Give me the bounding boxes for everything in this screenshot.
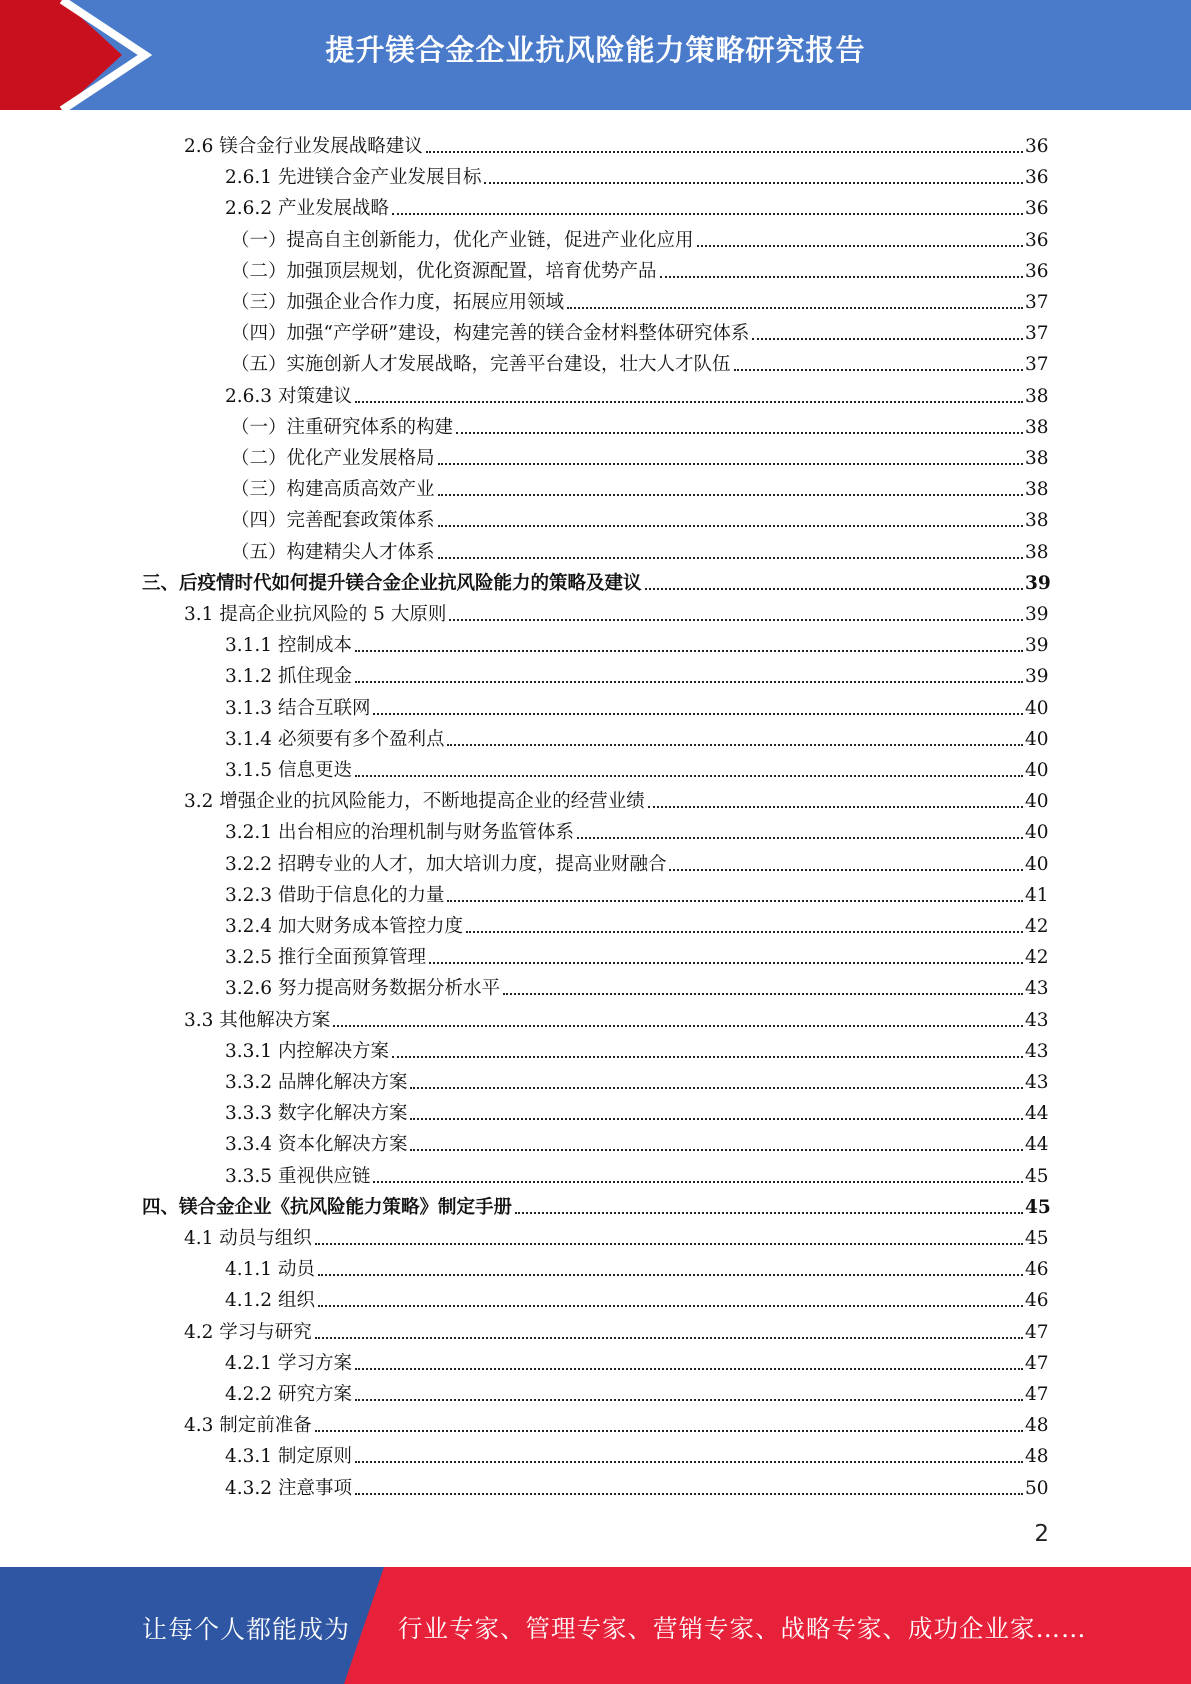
toc-dot-leader (669, 869, 1023, 871)
toc-entry-page: 45 (1025, 1228, 1049, 1249)
toc-entry[interactable] (225, 846, 1048, 876)
toc-dot-leader (438, 525, 1023, 527)
toc-entry[interactable] (225, 1376, 1048, 1406)
toc-entry[interactable] (184, 1314, 1048, 1344)
toc-dot-leader (355, 1368, 1023, 1370)
toc-entry-page: 46 (1025, 1290, 1049, 1312)
toc-entry[interactable] (142, 1189, 1051, 1219)
toc-entry-page: 40 (1025, 822, 1049, 844)
toc-entry-title: 3.1.2 抓住现金 (225, 666, 352, 688)
toc-entry[interactable] (225, 1470, 1048, 1500)
toc-entry[interactable] (225, 970, 1048, 1000)
toc-entry-page: 40 (1025, 791, 1049, 813)
toc-entry-page: 42 (1025, 947, 1049, 969)
toc-entry-title: 3.3.2 品牌化解决方案 (225, 1072, 408, 1093)
toc-entry-page: 45 (1025, 1165, 1049, 1187)
toc-entry[interactable] (142, 565, 1051, 595)
toc-dot-leader (355, 1399, 1023, 1401)
toc-dot-leader (648, 806, 1023, 808)
toc-entry-page: 41 (1025, 884, 1049, 906)
toc-dot-leader (447, 744, 1023, 746)
toc-entry-page: 48 (1025, 1415, 1049, 1437)
toc-entry-title: （二）优化产业发展格局 (231, 448, 435, 469)
toc-entry-title: 3.2.3 借助于信息化的力量 (225, 884, 445, 906)
toc-entry-page: 38 (1025, 510, 1049, 532)
toc-entry-page: 37 (1025, 354, 1049, 376)
toc-entry-page: 39 (1025, 572, 1051, 594)
toc-entry[interactable] (225, 190, 1048, 220)
toc-entry[interactable] (231, 253, 1048, 283)
toc-entry-page: 47 (1025, 1321, 1049, 1343)
toc-entry[interactable] (184, 1407, 1048, 1437)
toc-entry-title: 4.3.2 注意事项 (225, 1477, 352, 1499)
toc-entry-page: 38 (1025, 448, 1049, 469)
toc-dot-leader (515, 1212, 1023, 1214)
toc-entry-page: 47 (1025, 1352, 1049, 1374)
toc-entry-page: 37 (1025, 323, 1049, 345)
toc-entry-title: 4.3 制定前准备 (184, 1415, 312, 1437)
toc-entry-title: 3.2.1 出台相应的治理机制与财务监管体系 (225, 822, 574, 844)
toc-dot-leader (438, 463, 1023, 465)
toc-dot-leader (438, 557, 1023, 559)
toc-entry[interactable] (184, 596, 1048, 626)
toc-dot-leader (318, 1274, 1023, 1276)
toc-entry-page: 43 (1025, 1040, 1049, 1062)
toc-dot-leader (752, 338, 1023, 340)
toc-entry-page: 40 (1025, 760, 1049, 781)
toc-entry-title: 4.1.1 动员 (225, 1259, 315, 1281)
toc-entry-page: 36 (1025, 260, 1049, 282)
toc-entry[interactable] (184, 128, 1048, 158)
toc-entry-title: （三）构建高质高效产业 (231, 479, 435, 501)
toc-dot-leader (315, 1337, 1023, 1339)
toc-entry-title: 3.2 增强企业的抗风险能力，不断地提高企业的经营业绩 (184, 791, 645, 813)
toc-dot-leader (697, 245, 1023, 247)
page-number: 2 (1034, 1521, 1049, 1547)
toc-entry-page: 42 (1025, 916, 1049, 937)
toc-entry-page: 40 (1025, 728, 1049, 750)
toc-entry-title: 3.1.3 结合互联网 (225, 697, 371, 719)
toc-dot-leader (318, 1305, 1023, 1307)
toc-entry-page: 36 (1025, 167, 1049, 189)
toc-entry-title: 2.6.3 对策建议 (225, 385, 352, 407)
toc-entry[interactable] (225, 908, 1048, 938)
toc-entry-page: 36 (1025, 136, 1049, 157)
toc-entry-title: （三）加强企业合作力度，拓展应用领域 (231, 292, 565, 313)
toc-entry-page: 50 (1025, 1477, 1049, 1499)
toc-entry-title: （四）完善配套政策体系 (231, 510, 435, 532)
toc-entry-title: 4.2.1 学习方案 (225, 1352, 352, 1374)
toc-dot-leader (410, 1149, 1023, 1151)
toc-dot-leader (355, 1493, 1023, 1495)
toc-entry[interactable] (225, 814, 1048, 844)
toc-entry-title: 3.1 提高企业抗风险的 5 大原则 (184, 604, 447, 625)
toc-dot-leader (392, 213, 1023, 215)
toc-dot-leader (410, 1118, 1023, 1120)
toc-entry[interactable] (225, 752, 1048, 782)
toc-entry[interactable] (184, 1002, 1048, 1032)
toc-entry-page: 38 (1025, 385, 1049, 407)
toc-entry-title: 3.3 其他解决方案 (184, 1009, 331, 1031)
toc-entry-page: 39 (1025, 666, 1049, 688)
toc-entry[interactable] (225, 1095, 1048, 1125)
toc-entry[interactable] (231, 471, 1048, 501)
toc-entry[interactable] (225, 1345, 1048, 1375)
toc-dot-leader (355, 401, 1023, 403)
toc-dot-leader (355, 650, 1023, 652)
toc-entry-title: 3.1.1 控制成本 (225, 635, 352, 657)
toc-entry-title: （二）加强顶层规划，优化资源配置，培育优势产品 (231, 260, 657, 282)
toc-entry-title: 3.3.4 资本化解决方案 (225, 1134, 408, 1156)
toc-dot-leader (392, 1056, 1023, 1058)
toc-dot-leader (567, 307, 1023, 309)
toc-dot-leader (429, 962, 1023, 964)
toc-entry-title: 四、镁合金企业《抗风险能力策略》制定手册 (142, 1196, 513, 1218)
toc-entry-page: 40 (1025, 697, 1049, 719)
toc-dot-leader (447, 900, 1023, 902)
toc-entry[interactable] (231, 346, 1048, 376)
toc-entry[interactable] (231, 315, 1048, 345)
toc-entry-title: 4.3.1 制定原则 (225, 1446, 352, 1468)
toc-entry[interactable] (225, 378, 1048, 408)
page-footer (0, 1567, 1191, 1684)
toc-entry-page: 47 (1025, 1384, 1049, 1405)
toc-entry-title: 3.1.4 必须要有多个盈利点 (225, 728, 445, 750)
toc-entry[interactable] (225, 690, 1048, 720)
toc-dot-leader (355, 681, 1023, 683)
toc-entry[interactable] (225, 627, 1048, 657)
toc-entry-title: 4.1.2 组织 (225, 1290, 315, 1312)
toc-dot-leader (315, 1243, 1023, 1245)
toc-dot-leader (315, 1430, 1023, 1432)
toc-entry[interactable] (225, 939, 1048, 969)
toc-dot-leader (645, 588, 1023, 590)
toc-entry-page: 46 (1025, 1259, 1049, 1281)
toc-dot-leader (438, 494, 1023, 496)
toc-entry-page: 44 (1025, 1103, 1049, 1125)
toc-entry-title: 2.6.2 产业发展战略 (225, 198, 389, 220)
toc-dot-leader (503, 993, 1023, 995)
toc-entry-page: 40 (1025, 853, 1049, 875)
toc-entry-page: 43 (1025, 1009, 1049, 1031)
toc-entry[interactable] (231, 409, 1048, 439)
footer-slogan-right: 行业专家、管理专家、营销专家、战略专家、成功企业家…… (398, 1614, 1087, 1643)
toc-dot-leader (660, 276, 1023, 278)
toc-entry[interactable] (225, 1126, 1048, 1156)
toc-entry[interactable] (225, 1251, 1048, 1281)
toc-dot-leader (373, 1181, 1023, 1183)
toc-entry-title: 3.1.5 信息更迭 (225, 760, 352, 781)
toc-entry-page: 44 (1025, 1134, 1049, 1156)
toc-entry-title: 3.3.1 内控解决方案 (225, 1040, 389, 1062)
toc-entry[interactable] (231, 534, 1048, 564)
toc-entry-title: 4.2 学习与研究 (184, 1321, 312, 1343)
toc-entry-title: 3.2.4 加大财务成本管控力度 (225, 916, 463, 937)
toc-entry-title: 3.2.6 努力提高财务数据分析水平 (225, 978, 500, 1000)
toc-entry[interactable] (231, 222, 1048, 252)
toc-entry-title: 3.2.2 招聘专业的人才，加大培训力度，提高业财融合 (225, 853, 667, 875)
toc-dot-leader (410, 1087, 1023, 1089)
toc-entry-page: 39 (1025, 635, 1049, 657)
toc-entry-page: 45 (1025, 1196, 1051, 1218)
toc-entry[interactable] (225, 658, 1048, 688)
toc-entry-title: 三、后疫情时代如何提升镁合金企业抗风险能力的策略及建议 (142, 572, 642, 594)
toc-entry-title: （四）加强“产学研”建设，构建完善的镁合金材料整体研究体系 (231, 323, 750, 345)
toc-entry-page: 37 (1025, 292, 1049, 313)
toc-dot-leader (456, 432, 1023, 434)
toc-entry[interactable] (231, 502, 1048, 532)
toc-dot-leader (484, 182, 1023, 184)
toc-entry-page: 36 (1025, 229, 1049, 251)
toc-dot-leader (449, 619, 1023, 621)
toc-entry[interactable] (225, 159, 1048, 189)
toc-entry-title: （五）构建精尖人才体系 (231, 541, 435, 563)
toc-entry-title: 2.6.1 先进镁合金产业发展目标 (225, 167, 482, 189)
toc-entry-title: 4.1 动员与组织 (184, 1228, 312, 1249)
toc-dot-leader (373, 713, 1023, 715)
toc-dot-leader (466, 931, 1023, 933)
toc-entry-title: （一）注重研究体系的构建 (231, 416, 454, 438)
footer-slogan-left: 让每个人都能成为 (142, 1615, 351, 1644)
toc-entry-title: 3.3.3 数字化解决方案 (225, 1103, 408, 1125)
toc-entry-title: 3.2.5 推行全面预算管理 (225, 947, 426, 969)
toc-entry[interactable] (184, 1220, 1048, 1250)
toc-entry[interactable] (231, 440, 1048, 470)
toc-entry[interactable] (231, 284, 1048, 314)
toc-dot-leader (355, 775, 1023, 777)
toc-dot-leader (333, 1025, 1023, 1027)
toc-entry[interactable] (225, 1158, 1048, 1188)
report-title: 提升镁合金企业抗风险能力策略研究报告 (325, 33, 866, 67)
toc-entry-page: 39 (1025, 604, 1049, 625)
toc-dot-leader (734, 369, 1023, 371)
toc-dot-leader (426, 151, 1023, 153)
toc-entry-page: 38 (1025, 479, 1049, 501)
toc-entry[interactable] (225, 1438, 1048, 1468)
toc-entry-page: 43 (1025, 1072, 1049, 1093)
toc-entry[interactable] (225, 1282, 1048, 1312)
toc-entry-title: 2.6 镁合金行业发展战略建议 (184, 136, 423, 157)
toc-entry[interactable] (225, 1033, 1048, 1063)
toc-entry-page: 48 (1025, 1446, 1049, 1468)
toc-entry-page: 38 (1025, 416, 1049, 438)
toc-entry-page: 43 (1025, 978, 1049, 1000)
toc-entry-page: 38 (1025, 541, 1049, 563)
toc-entry[interactable] (184, 783, 1048, 813)
toc-dot-leader (355, 1461, 1023, 1463)
toc-entry-title: （五）实施创新人才发展战略，完善平台建设，壮大人才队伍 (231, 354, 731, 376)
toc-entry[interactable] (225, 721, 1048, 751)
toc-entry[interactable] (225, 1064, 1048, 1094)
toc-entry-page: 36 (1025, 198, 1049, 220)
toc-entry-title: （一）提高自主创新能力，优化产业链，促进产业化应用 (231, 229, 694, 251)
toc-entry-title: 3.3.5 重视供应链 (225, 1165, 371, 1187)
toc-entry-title: 4.2.2 研究方案 (225, 1384, 352, 1405)
toc-entry[interactable] (225, 877, 1048, 907)
page-header (0, 0, 1191, 110)
toc-dot-leader (577, 837, 1023, 839)
